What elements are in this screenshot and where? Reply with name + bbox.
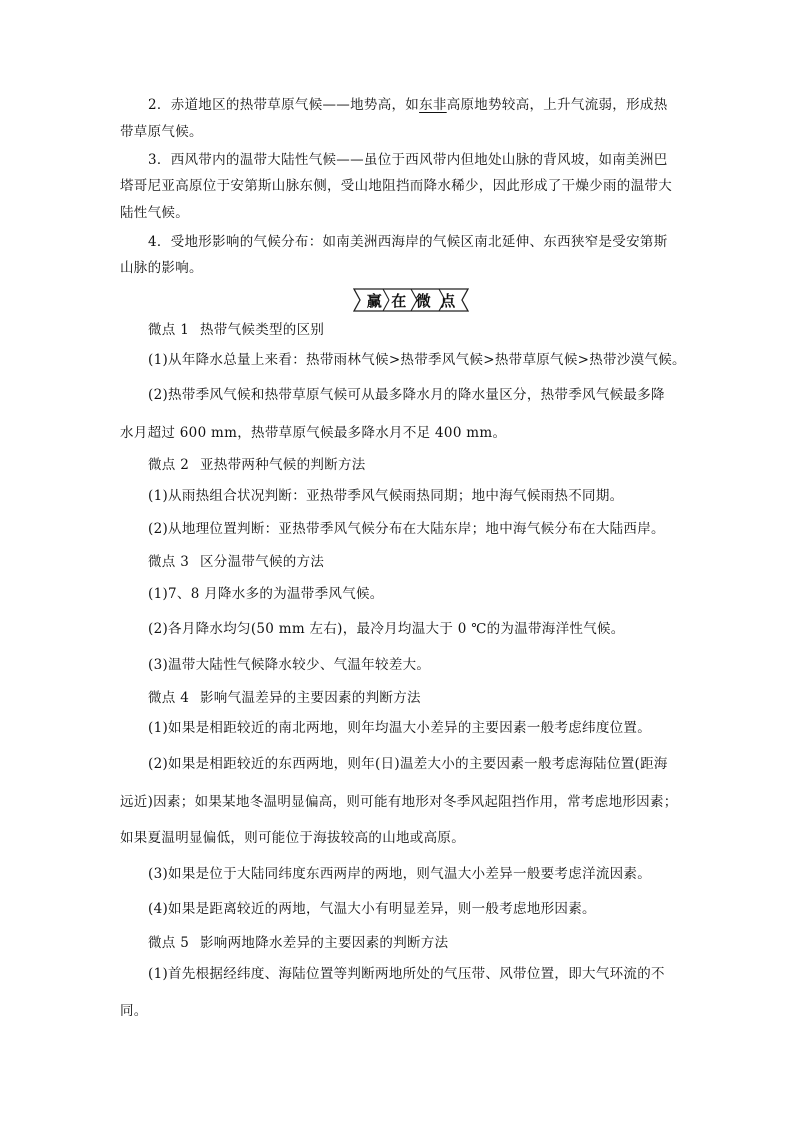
section-title: 影响两地降水差异的主要因素的判断方法 (200, 935, 449, 951)
section-5-item-1-line-1: (1)首先根据经纬度、海陆位置等判断两地所处的气压带、风带位置，即大气环流的不 (148, 966, 665, 982)
section-3-item-2: (2)各月降水均匀(50 mm 左右)，最冷月均温大于 0 ℃的为温带海洋性气候。 (148, 621, 625, 637)
section-title: 区分温带气候的方法 (200, 554, 325, 570)
banner-char: 点 (440, 291, 456, 310)
banner-char: 在 (391, 291, 407, 310)
paragraph-3-line-3: 陆性气候。 (120, 205, 189, 221)
section-number: 微点 2 (148, 457, 190, 473)
section-1-heading (148, 320, 324, 340)
section-4-item-2-line-1: (2)如果是相距较近的东西两地，则年(日)温差大小的主要因素一般考虑海陆位置(距海 (148, 756, 668, 772)
paragraph-2-line-1 (148, 95, 703, 115)
section-4-heading (148, 688, 421, 708)
underlined-term: 东非 (419, 97, 447, 113)
section-number: 微点 3 (148, 554, 190, 570)
section-3-item-3: (3)温带大陆性气候降水较少、气温年较差大。 (148, 657, 431, 673)
banner-char: 微 (415, 291, 431, 310)
section-title: 影响气温差异的主要因素的判断方法 (200, 690, 421, 706)
banner-char: 赢 (366, 291, 382, 310)
section-4-item-2-line-2: 远近)因素；如果某地冬温明显偏高，则可能有地形对冬季风起阻挡作用，常考虑地形因素； (120, 794, 678, 810)
section-number: 微点 1 (148, 322, 190, 338)
paragraph-4-line-2: 山脉的影响。 (120, 260, 203, 276)
section-5-item-1-line-2: 同。 (120, 1003, 148, 1019)
paragraph-3-line-2: 塔哥尼亚高原位于安第斯山脉东侧，受山地阻挡而降水稀少，因此形成了干燥少雨的温带大 (120, 178, 672, 194)
section-number: 微点 4 (148, 690, 190, 706)
section-3-heading (148, 552, 324, 572)
section-2-item-2: (2)从地理位置判断：亚热带季风气候分布在大陆东岸；地中海气候分布在大陆西岸。 (148, 521, 665, 537)
paragraph-4-line-1: 4．受地形影响的气候分布：如南美洲西海岸的气候区南北延伸、东西狭窄是受安第斯 (148, 234, 668, 250)
section-4-item-4: (4)如果是距离较近的两地，气温大小有明显差异，则一般考虑地形因素。 (148, 901, 596, 917)
paragraph-text: 高原地势较高，上升气流弱，形成热 (446, 97, 668, 113)
section-2-item-1: (1)从雨热组合状况判断：亚热带季风气候雨热同期；地中海气候雨热不同期。 (148, 488, 624, 504)
section-5-heading (148, 933, 448, 953)
section-2-heading (148, 455, 366, 475)
section-1-item-2-line-1: (2)热带季风气候和热带草原气候可从最多降水月的降水量区分，热带季风气候最多降 (148, 387, 665, 403)
paragraph-text: 2．赤道地区的热带草原气候——地势高，如 (148, 97, 420, 113)
section-number: 微点 5 (148, 935, 190, 951)
section-title: 亚热带两种气候的判断方法 (200, 457, 366, 473)
section-4-item-3: (3)如果是位于大陆同纬度东西两岸的两地，则气温大小差异一般要考虑洋流因素。 (148, 866, 652, 882)
paragraph-3-line-1: 3．西风带内的温带大陆性气候——虽位于西风带内但地处山脉的背风坡，如南美洲巴 (148, 152, 668, 168)
section-4-item-1: (1)如果是相距较近的南北两地，则年均温大小差异的主要因素一般考虑纬度位置。 (148, 720, 652, 736)
section-1-item-2-line-2: 水月超过 600 mm，热带草原气候最多降水月不足 400 mm。 (120, 425, 507, 441)
section-3-item-1: (1)7、8 月降水多的为温带季风气候。 (148, 586, 384, 602)
section-4-item-2-line-3: 如果夏温明显偏低，则可能位于海拔较高的山地或高原。 (120, 830, 465, 846)
section-title: 热带气候类型的区别 (200, 322, 325, 338)
paragraph-2-line-2: 带草原气候。 (120, 124, 203, 140)
banner-chars (352, 287, 470, 313)
section-banner (352, 287, 470, 313)
section-1-item-1: (1)从年降水总量上来看：热带雨林气候>热带季风气候>热带草原气候>热带沙漠气候。 (148, 352, 686, 368)
